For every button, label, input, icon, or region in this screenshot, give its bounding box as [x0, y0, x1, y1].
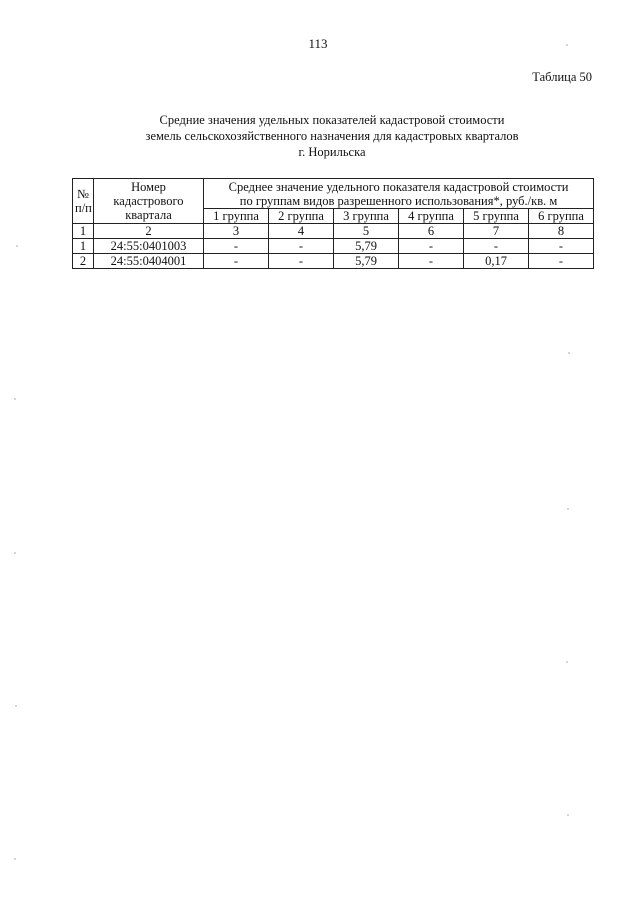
column-number-cell: 4 [269, 224, 334, 239]
scan-speck [14, 398, 16, 400]
header-average-line-2: по группам видов разрешенного использования*, руб./кв. м [239, 194, 558, 208]
table-row [73, 239, 594, 254]
group-header-cell: 6 группа [529, 209, 594, 224]
value-cell: - [399, 239, 464, 254]
column-number-cell: 1 [73, 224, 94, 239]
value-cell: - [204, 254, 269, 269]
value-cell: 0,17 [464, 254, 529, 269]
scan-speck [568, 352, 570, 354]
title-line-2: земель сельскохозяйственного назначения для кадастровых кварталов [145, 129, 519, 143]
value-cell: 5,79 [334, 254, 399, 269]
title-line-3: г. Норильска [298, 145, 366, 159]
value-cell: - [204, 239, 269, 254]
header-quarter-cell [94, 179, 204, 224]
document-title [0, 112, 636, 160]
header-quarter-line-2: кадастрового [113, 194, 184, 208]
page-number: 113 [308, 36, 328, 51]
column-number-cell: 2 [94, 224, 204, 239]
group-header-cell: 2 группа [269, 209, 334, 224]
table-header-row [73, 179, 594, 209]
column-number-cell: 8 [529, 224, 594, 239]
group-header-cell: 3 группа [334, 209, 399, 224]
table-row [73, 254, 594, 269]
column-number-cell: 6 [399, 224, 464, 239]
scan-speck [566, 44, 568, 46]
value-cell: - [529, 239, 594, 254]
column-number-cell: 3 [204, 224, 269, 239]
group-header-cell: 4 группа [399, 209, 464, 224]
scan-speck [567, 508, 569, 510]
row-number-cell: 2 [73, 254, 94, 269]
value-cell: - [464, 239, 529, 254]
scan-speck [15, 705, 17, 707]
scan-speck [14, 858, 16, 860]
value-cell: - [269, 239, 334, 254]
header-num-line-2: п/п [75, 201, 92, 215]
scan-speck [16, 245, 18, 247]
table-label: Таблица 50 [532, 70, 592, 84]
header-average-cell [204, 179, 594, 209]
header-quarter-line-3: квартала [125, 208, 172, 222]
value-cell: - [269, 254, 334, 269]
value-cell: 5,79 [334, 239, 399, 254]
cadastral-quarter-cell: 24:55:0404001 [94, 254, 204, 269]
column-number-cell: 5 [334, 224, 399, 239]
row-number-cell: 1 [73, 239, 94, 254]
group-header-cell: 1 группа [204, 209, 269, 224]
title-line-1: Средние значения удельных показателей кадастровой стоимости [159, 113, 505, 127]
header-quarter-line-1: Номер [131, 180, 166, 194]
group-header-cell: 5 группа [464, 209, 529, 224]
value-cell: - [399, 254, 464, 269]
column-number-row [73, 224, 594, 239]
scan-speck [567, 814, 569, 816]
column-number-cell: 7 [464, 224, 529, 239]
scan-speck [566, 661, 568, 663]
value-cell: - [529, 254, 594, 269]
header-num-line-1: № [77, 187, 89, 201]
header-average-line-1: Среднее значение удельного показателя кадастровой стоимости [228, 180, 569, 194]
cadastral-quarter-cell: 24:55:0401003 [94, 239, 204, 254]
header-num-cell [73, 179, 94, 224]
scan-speck [14, 552, 16, 554]
cadastral-value-table [72, 178, 594, 269]
